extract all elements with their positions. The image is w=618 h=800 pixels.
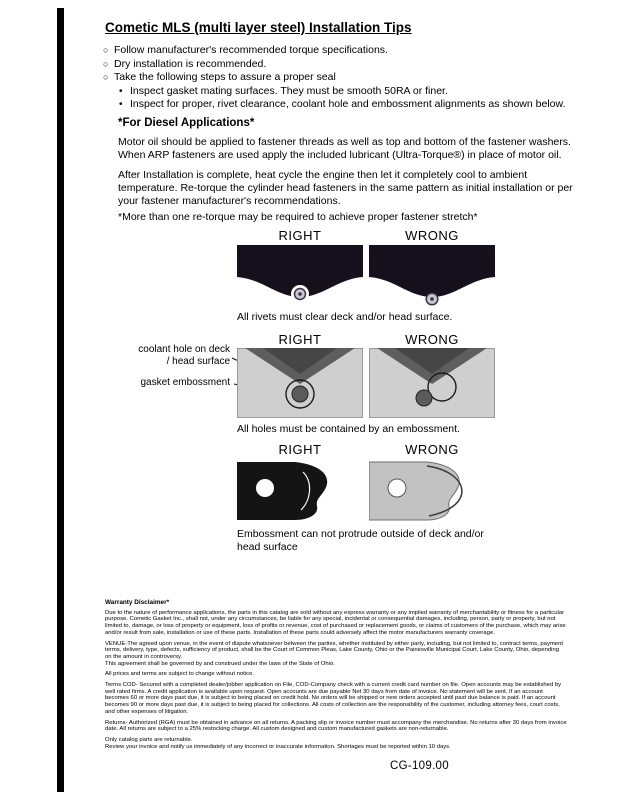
right-label-protrude: RIGHT xyxy=(278,442,322,457)
sub-bullet-marker: • xyxy=(119,99,123,110)
right-label-holes: RIGHT xyxy=(278,332,322,347)
diesel-paragraph-1: Motor oil should be applied to fastener threads as well as top and bottom of the fastener washers. When ARP fasteners are used apply the included lubricant (Ultra-Torque®) in place of motor oil. xyxy=(118,136,571,161)
sub-tip-text: Inspect gasket mating surfaces. They must be smooth 50RA or finer. xyxy=(130,84,448,97)
diesel-paragraph-2: After Installation is complete, heat cycle the engine then let it completely cool to ambient temperature. Re-torque the cylinder head fasteners in the same pattern as initial installation or per your fastener manufacturer's recommendations. xyxy=(118,169,573,207)
caption-rivets: All rivets must clear deck and/or head surface. xyxy=(237,311,453,323)
rivet-wrong-diagram xyxy=(369,245,495,307)
bullet-marker: ○ xyxy=(103,72,109,82)
tip-text: Follow manufacturer's recommended torque specifications. xyxy=(114,44,388,56)
bullet-marker: ○ xyxy=(103,45,109,55)
page-title: Cometic MLS (multi layer steel) Installation Tips xyxy=(105,20,412,35)
protrude-wrong-diagram xyxy=(369,458,495,524)
sub-tip-item xyxy=(119,98,573,112)
warranty-paragraph-venue: VENUE-The agreed upon venue, in the event of dispute whatsoever between the parties, whether instituted by either party, including, but not limited to, contract terms, payment terms, delivery, type, defects, sufficiency of product, shall be the Court of Common Pleas, Lake County, Ohio or the Painesville Municipal Court, Lake County, Ohio, depending on the amount in controversy. xyxy=(105,640,563,660)
wrong-label-protrude: WRONG xyxy=(405,442,459,457)
diesel-heading: *For Diesel Applications* xyxy=(118,117,255,129)
warranty-paragraph-prices: All prices and terms are subject to change without notice. xyxy=(105,671,254,678)
warranty-paragraph-returns: Returns- Authorized (RGA) must be obtained in advance on all returns. A packing slip or invoice number must accompany the merchandise. No returns after 30 days from invoice date. All returns are subject to a 25% restocking charge. All custom designed and custom manufactured gaskets are non-returnable. xyxy=(105,719,567,733)
rivet-right-diagram xyxy=(237,245,363,307)
caption-embossment: Embossment can not protrude outside of deck and/or head surface xyxy=(237,528,484,553)
warranty-paragraph-governing-law: This agreement shall be governed by and construed under the laws of the State of Ohio. xyxy=(105,660,335,667)
protrude-wrong-illustration xyxy=(369,458,495,524)
warranty-paragraph-returnable: Only catalog parts are returnable. xyxy=(105,736,193,743)
page-number: CG-109.00 xyxy=(390,760,449,772)
embossment-right-illustration xyxy=(237,348,363,418)
protrude-right-illustration xyxy=(237,458,363,524)
left-margin-bar xyxy=(57,8,64,792)
warranty-paragraph-terms: Terms COD- Secured with a completed dealer/jobber application on File, COD-Company check with a current credit card number on file. Open accounts may be established by well rated firms. A credit application is available upon request. Open accounts are due payable Net 30 days from date of invoice. No statement will be sent. If an account becomes 60 or more days past due, it is subject to being placed on credit hold. No orders will be shipped or new orders accepted until past due balance is paid. If an account becomes 90 or more days past due, it is subject to being placed for collections. All costs of collection are the responsibility of the customer, including attorney fees, court costs, and other expenses of litigation. xyxy=(105,682,562,715)
wrong-label-holes: WRONG xyxy=(405,332,459,347)
caption-holes: All holes must be contained by an embossment. xyxy=(237,423,460,435)
bullet-marker: ○ xyxy=(103,58,109,69)
tip-text: Dry installation is recommended. xyxy=(114,57,267,70)
tip-item xyxy=(103,58,573,72)
wrong-label-rivets: WRONG xyxy=(405,228,459,243)
warranty-paragraph-liability: Due to the nature of performance applications, the parts in this catalog are sold without any express warranty or any implied warranty of merchantability or fitness for a particular purpose. Cometic Gasket Inc., shall not, under any circumstances, be liable for any special, incidental or consequential damages, including, person, party or property, but not limited to, damage, or loss of property or equipment, loss of profits or revenue, cost of purchased or replacement goods, or claims of customers of the purchase, which may arise and/or result from sale, installation or use of these parts. Installation of these parts could adversely affect the motor manufacturers warranty coverage. xyxy=(105,609,566,636)
rivet-right-illustration xyxy=(237,245,363,307)
tip-item xyxy=(103,44,573,58)
warranty-heading: Warranty Disclaimer* xyxy=(105,599,170,606)
gasket-embossment-callout: gasket embossment xyxy=(140,377,230,388)
rivet-wrong-illustration xyxy=(369,245,495,307)
tips-list xyxy=(103,44,573,112)
embossment-wrong-illustration xyxy=(369,348,495,418)
tip-text: Take the following steps to assure a proper seal xyxy=(114,71,336,83)
sub-tip-item xyxy=(119,85,573,99)
embossment-wrong-diagram xyxy=(369,348,495,418)
sub-tip-text: Inspect for proper, rivet clearance, coolant hole and embossment alignments as shown below. xyxy=(130,98,566,110)
warranty-section xyxy=(105,600,567,754)
warranty-paragraph-invoice: Review your invoice and notify us immediately of any incorrect or inaccurate information. Shortages must be reported within 10 days. xyxy=(105,743,451,750)
embossment-right-diagram xyxy=(237,348,363,418)
protrude-right-diagram xyxy=(237,458,363,524)
retorque-note: *More than one re-torque may be required to achieve proper fastener stretch* xyxy=(118,211,478,223)
coolant-hole-callout: coolant hole on deck / head surface xyxy=(138,344,230,367)
right-label-rivets: RIGHT xyxy=(278,228,322,243)
sub-bullet-marker: • xyxy=(119,85,123,97)
tip-item xyxy=(103,71,573,85)
